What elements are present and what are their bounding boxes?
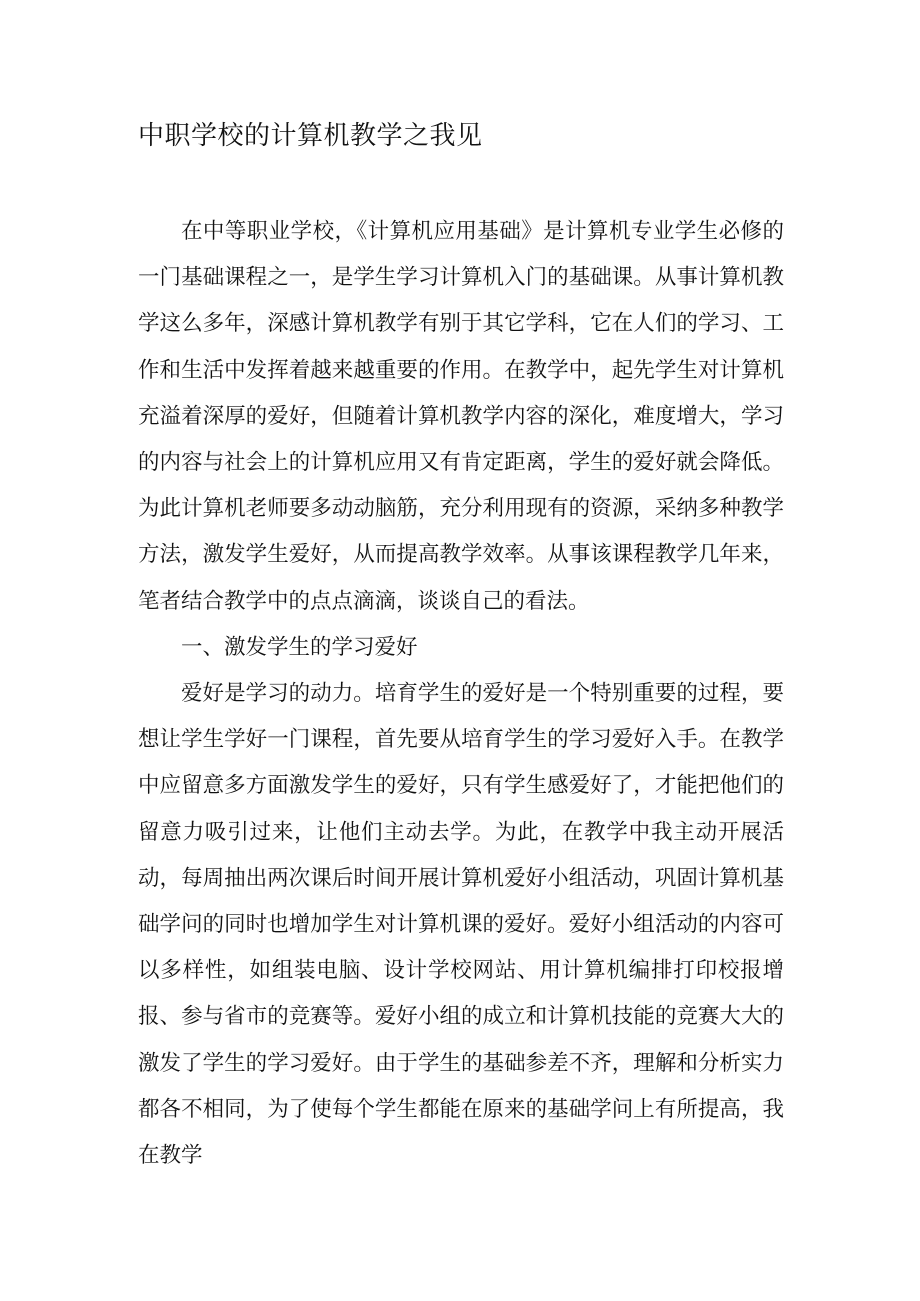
paragraph-section-one: 爱好是学习的动力。培育学生的爱好是一个特别重要的过程，要想让学生学好一门课程，首先要从培育学生的学习爱好入手。在教学中应留意多方面激发学生的爱好，只有学生感爱好了，才能把他们的留意力吸引过来，让他们主动去学。为此，在教学中我主动开展活动，每周抽出两次课后时间开展计算机爱好小组活动，巩固计算机基础学问的同时也增加学生对计算机课的爱好。爱好小组活动的内容可以多样性，如组装电脑、设计学校网站、用计算机编排打印校报增报、参与省市的竞赛等。爱好小组的成立和计算机技能的竞赛大大的激发了学生的学习爱好。由于学生的基础参差不齐，理解和分析实力都各不相同，为了使每个学生都能在原来的基础学问上有所提高，我在教学 [138, 681, 784, 1169]
section-heading: 一、激发学生的学习爱好 [181, 634, 418, 660]
paragraph-intro: 在中等职业学校，《计算机应用基础》是计算机专业学生必修的一门基础课程之一，是学生学习计算机入门的基础课。从事计算机教学这么多年，深感计算机教学有别于其它学科，它在人们的学习、工作和生活中发挥着越来越重要的作用。在教学中，起先学生对计算机充溢着深厚的爱好，但随着计算机教学内容的深化，难度增大，学习的内容与社会上的计算机应用又有肯定距离，学生的爱好就会降低。为此计算机老师要多动动脑筋，充分利用现有的资源，采纳多种教学方法，激发学生爱好，从而提高教学效率。从事该课程教学几年来，笔者结合教学中的点点滴滴，谈谈自己的看法。 [138, 219, 784, 614]
document-title: 中职学校的计算机教学之我见 [138, 121, 483, 151]
document-body [138, 209, 784, 1179]
